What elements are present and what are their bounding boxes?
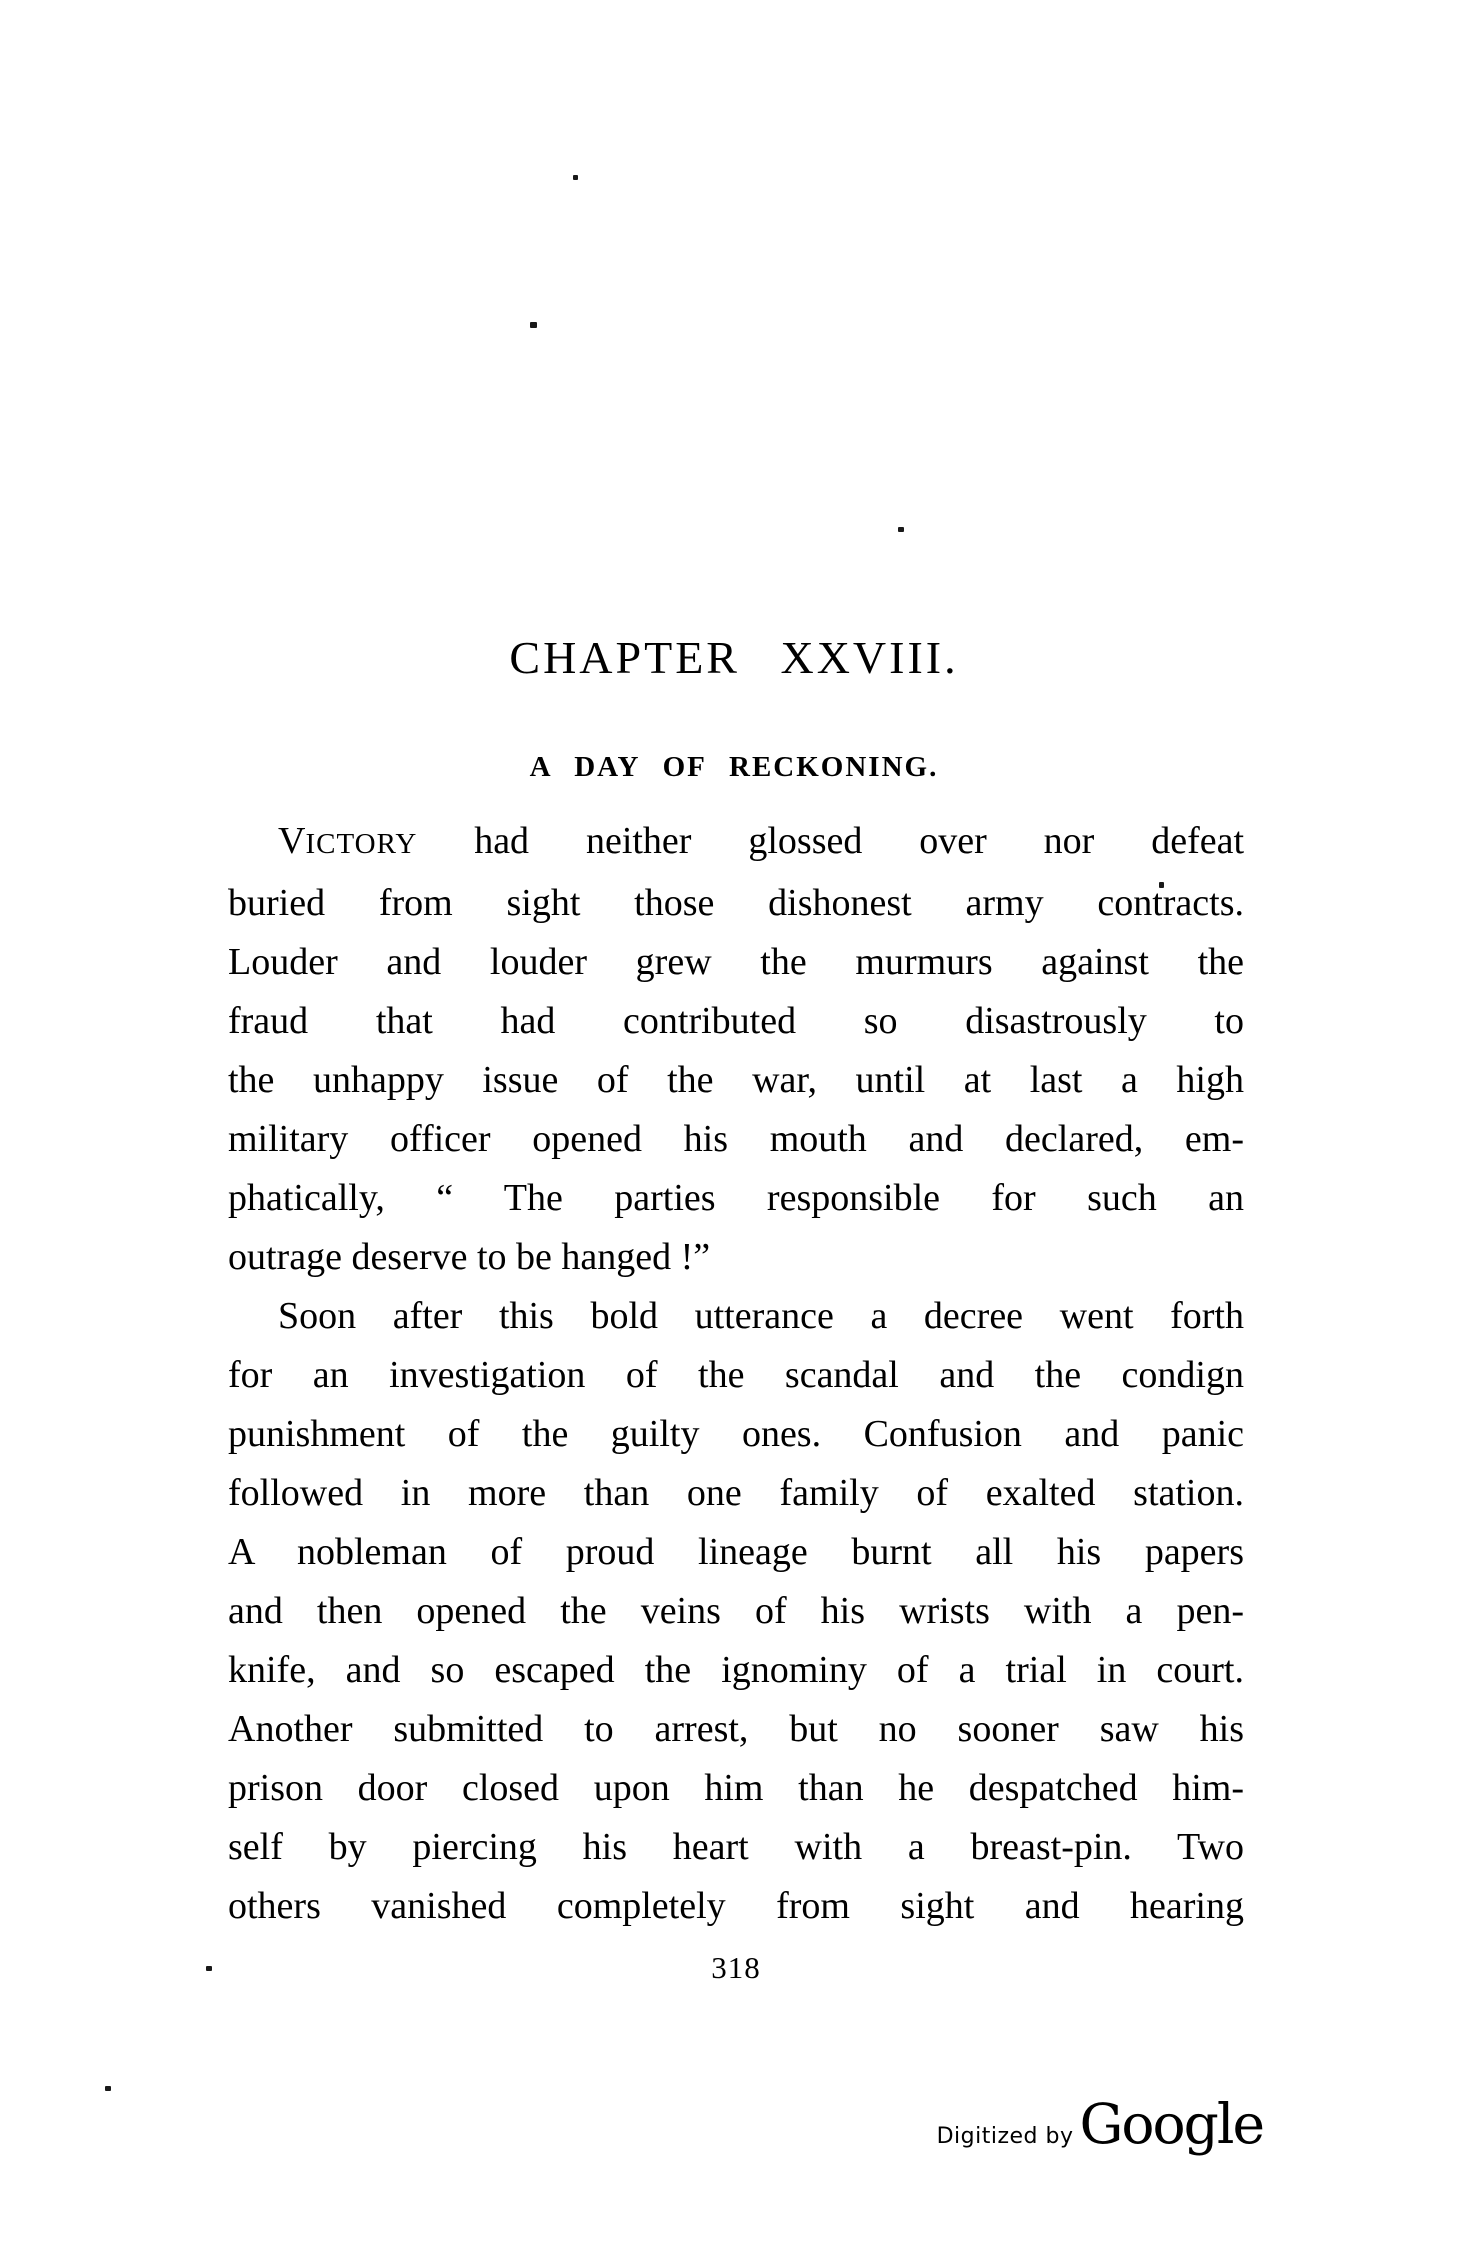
scan-speck	[206, 1966, 212, 1971]
text-line	[228, 812, 1244, 874]
text-line: phatically, “ The parties responsible for such an	[228, 1177, 1244, 1219]
text-line: knife, and so escaped the ignominy of a trial in court.	[228, 1649, 1244, 1691]
section-subheading: A DAY OF RECKONING.	[529, 751, 939, 783]
text-line: for an investigation of the scandal and the condign	[228, 1354, 1244, 1396]
scan-speck	[530, 322, 537, 328]
text-line: fraud that had contributed so disastrously to	[228, 1000, 1244, 1042]
text-line: punishment of the guilty ones. Confusion and panic	[228, 1413, 1244, 1455]
text-line: prison door closed upon him than he despatched him-	[228, 1767, 1244, 1809]
text-line: Another submitted to arrest, but no sooner saw his	[228, 1708, 1244, 1750]
small-caps-word: ICTORY	[305, 828, 418, 860]
digitized-by-credit	[936, 2092, 1263, 2156]
text-line: buried from sight those dishonest army contracts.	[228, 882, 1244, 924]
text-line: military officer opened his mouth and declared, em-	[228, 1118, 1244, 1160]
digitized-by-label: Digitized by	[936, 2124, 1074, 2149]
text-line: Louder and louder grew the murmurs against the	[228, 941, 1244, 983]
text-line: outrage deserve to be hanged !”	[228, 1236, 711, 1278]
text-line: Soon after this bold utterance a decree went forth	[278, 1295, 1244, 1337]
scan-speck	[573, 175, 578, 180]
page-number: 318	[711, 1950, 761, 1985]
text-line: the unhappy issue of the war, until at last a high	[228, 1059, 1244, 1101]
scan-speck	[105, 2086, 111, 2091]
text-line: self by piercing his heart with a breast-pin. Two	[228, 1826, 1244, 1868]
text-line-rest: had neither glossed over nor defeat	[474, 820, 1245, 862]
text-line: followed in more than one family of exalted station.	[228, 1472, 1244, 1514]
text-line: A nobleman of proud lineage burnt all his papers	[228, 1531, 1244, 1573]
text-line: and then opened the veins of his wrists with a pen-	[228, 1590, 1244, 1632]
scan-speck	[898, 527, 904, 532]
google-logo: Google	[1079, 2092, 1263, 2156]
chapter-heading: CHAPTER XXVIII.	[509, 632, 959, 683]
text-line: others vanished completely from sight and hearing	[228, 1885, 1244, 1927]
dropcap-initial: V	[278, 820, 306, 862]
body-text	[228, 812, 1244, 1997]
